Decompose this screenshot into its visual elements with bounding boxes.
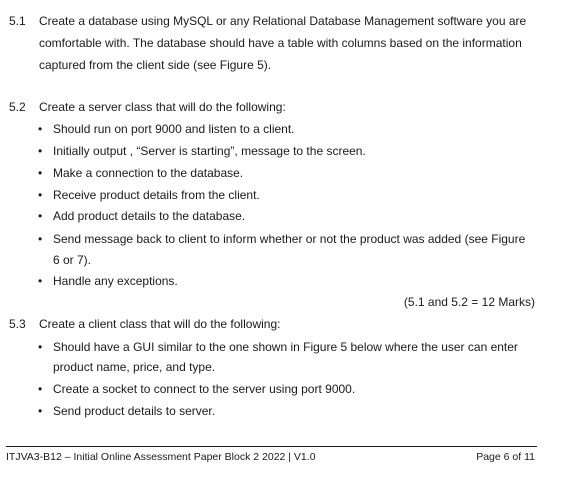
bullet-marker: • xyxy=(38,209,43,223)
paragraph-line: Create a database using MySQL or any Relational Database Management software you are xyxy=(39,14,527,28)
bullet-marker: • xyxy=(38,144,43,158)
footer-divider xyxy=(6,446,537,447)
page-number: Page 6 of 11 xyxy=(476,451,535,463)
footer-document-id: ITJVA3-B12 – Initial Online Assessment Paper Block 2 2022 | V1.0 xyxy=(6,451,316,463)
list-item: Send message back to client to inform whether or not the product was added (see Figure xyxy=(53,232,526,246)
bullet-marker: • xyxy=(38,232,43,246)
section-number: 5.2 xyxy=(9,100,26,114)
section-number: 5.1 xyxy=(9,14,26,28)
marks-allocation: (5.1 and 5.2 = 12 Marks) xyxy=(403,295,535,309)
list-item: Initially output , “Server is starting”, message to the screen. xyxy=(53,144,366,158)
paragraph-line: captured from the client side (see Figure 5). xyxy=(39,58,272,72)
list-item-continuation: product name, price, and type. xyxy=(53,360,216,374)
list-item: Send product details to server. xyxy=(53,404,216,418)
paragraph-line: comfortable with. The database should have a table with columns based on the information xyxy=(39,36,522,50)
list-item: Should have a GUI similar to the one shown in Figure 5 below where the user can enter xyxy=(53,340,518,354)
list-item: Should run on port 9000 and listen to a client. xyxy=(53,122,295,136)
bullet-marker: • xyxy=(38,340,43,354)
bullet-marker: • xyxy=(38,274,43,288)
list-item: Handle any exceptions. xyxy=(53,274,178,288)
bullet-marker: • xyxy=(38,166,43,180)
list-item: Create a socket to connect to the server using port 9000. xyxy=(53,382,356,396)
bullet-marker: • xyxy=(38,188,43,202)
list-item-continuation: 6 or 7). xyxy=(53,253,92,267)
section-intro: Create a server class that will do the following: xyxy=(39,100,286,114)
list-item: Add product details to the database. xyxy=(53,209,246,223)
list-item: Receive product details from the client. xyxy=(53,188,260,202)
bullet-marker: • xyxy=(38,122,43,136)
section-intro: Create a client class that will do the following: xyxy=(39,317,281,331)
bullet-marker: • xyxy=(38,382,43,396)
bullet-marker: • xyxy=(38,404,43,418)
section-number: 5.3 xyxy=(9,317,26,331)
list-item: Make a connection to the database. xyxy=(53,166,244,180)
